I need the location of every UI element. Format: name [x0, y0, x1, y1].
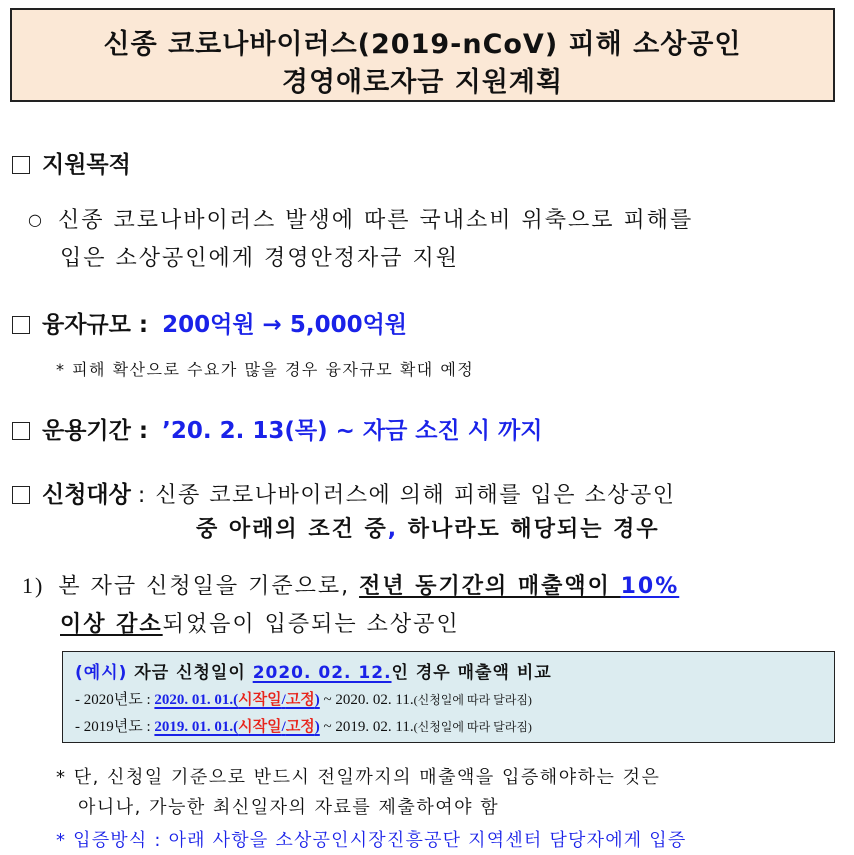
purpose-heading-row [12, 146, 131, 179]
example-label: (예시) [75, 663, 128, 683]
example-row2-date [154, 719, 319, 735]
purpose-line-1-row [28, 203, 693, 234]
example-row1-close: ) [314, 692, 320, 708]
scale-heading: 융자규모 : [42, 312, 149, 338]
scale-note: * 피해 확산으로 수요가 많을 경우 융자규모 확대 예정 [56, 360, 475, 379]
example-row2-b: ~ 2019. 02. 11. [319, 719, 414, 735]
target-line-2-a: 중 아래의 조건 중 [196, 517, 388, 542]
condition-1-percent: 10% [620, 574, 680, 599]
example-row1-date [154, 692, 319, 708]
condition-1-number: 1) [22, 573, 45, 598]
condition-1-underlined: 전년 동기간의 매출액이 [359, 574, 621, 599]
period-row [12, 412, 542, 445]
example-row1-b: ~ 2020. 02. 11. [319, 692, 414, 708]
example-row2-slash: / [281, 719, 286, 735]
example-row1-date-text: 2020. 01. 01.( [154, 692, 239, 708]
purpose-line-1: 신종 코로나바이러스 발생에 따른 국내소비 위축으로 피해를 [57, 208, 694, 233]
target-row [12, 476, 676, 509]
period-heading: 운용기간 : [42, 418, 149, 444]
example-header [75, 658, 552, 683]
condition-1-decrease: 이상 감소 [60, 612, 163, 637]
example-date: 2020. 02. 12. [252, 663, 392, 683]
target-line-2-comma: , [387, 517, 399, 542]
example-row1-a: - 2020년도 : [75, 692, 155, 708]
example-row2-fixed: 고정 [285, 719, 315, 735]
example-row2-a: - 2019년도 : [75, 719, 155, 735]
example-head-c: 인 경우 매출액 비교 [391, 663, 552, 683]
example-row1-fixed: 고정 [285, 692, 315, 708]
note-2: * 입증방식 : 아래 사항을 소상공인시장진흥공단 지역센터 담당자에게 입증 [56, 830, 687, 851]
target-heading: 신청대상 [42, 482, 131, 508]
example-head-b: 자금 신청일이 [127, 663, 253, 683]
checkbox-square-icon [12, 156, 30, 174]
condition-1-line-2 [60, 607, 460, 638]
purpose-heading: 지원목적 [42, 152, 131, 178]
target-line-2 [196, 512, 660, 543]
title-line-2: 경영애로자금 지원계획 [281, 67, 564, 98]
condition-1-text-b: 되었음이 입증되는 소상공인 [162, 612, 460, 637]
condition-1-text-a: 본 자금 신청일을 기준으로, [58, 574, 360, 599]
example-row1-c: (신청일에 따라 달라짐) [413, 693, 532, 707]
condition-1-line-1 [22, 569, 679, 600]
checkbox-square-icon [12, 316, 30, 334]
example-row-2019 [75, 715, 532, 736]
title-box [10, 8, 835, 102]
note-1-line-2: 아니나, 가능한 최신일자의 자료를 제출하여야 함 [78, 797, 500, 818]
example-row2-start: 시작일 [238, 719, 282, 735]
checkbox-square-icon [12, 486, 30, 504]
example-row2-c: (신청일에 따라 달라짐) [413, 720, 532, 734]
circle-bullet-icon: ○ [28, 210, 44, 229]
purpose-line-2: 입은 소상공인에게 경영안정자금 지원 [60, 246, 460, 271]
example-box [62, 651, 835, 743]
example-row2-date-text: 2019. 01. 01.( [154, 719, 239, 735]
scale-value: 200억원 → 5,000억원 [162, 312, 408, 338]
example-row1-slash: / [281, 692, 286, 708]
target-line-2-b: 하나라도 해당되는 경우 [398, 517, 660, 542]
example-row1-start: 시작일 [238, 692, 282, 708]
period-value: ’20. 2. 13(목) ~ 자금 소진 시 까지 [162, 418, 543, 444]
note-1-line-1: * 단, 신청일 기준으로 반드시 전일까지의 매출액을 입증해야하는 것은 [56, 767, 661, 788]
target-line-1: : 신종 코로나바이러스에 의해 피해를 입은 소상공인 [137, 483, 676, 508]
example-row-2020 [75, 688, 532, 709]
checkbox-square-icon [12, 422, 30, 440]
scale-row [12, 306, 407, 339]
title-line-1: 신종 코로나바이러스(2019-nCoV) 피해 소상공인 [103, 29, 742, 60]
example-row2-close: ) [314, 719, 320, 735]
